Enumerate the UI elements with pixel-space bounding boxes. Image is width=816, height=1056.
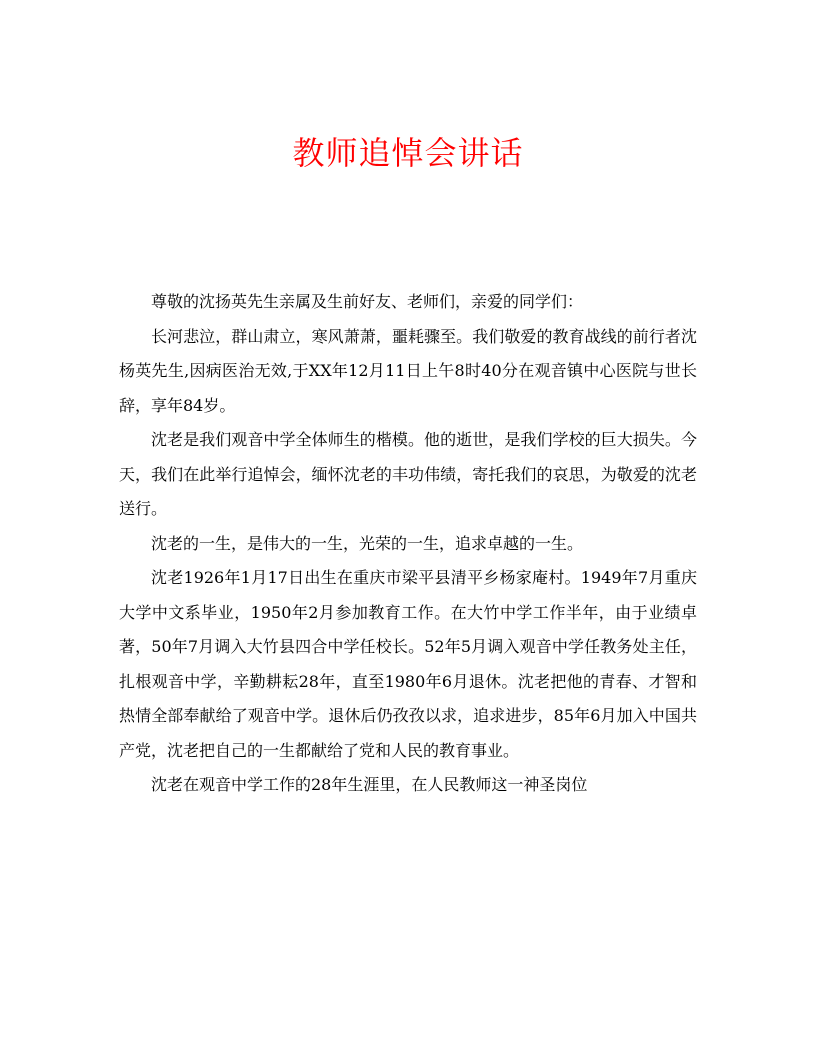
body-paragraph: 长河悲泣，群山肃立，寒风萧萧，噩耗骤至。我们敬爱的教育战线的前行者沈杨英先生,因病医治无效,于XX年12月11日上午8时40分在观音镇中心医院与世长辞，享年84岁。 (119, 326, 697, 415)
body-paragraph: 沈老在观音中学工作的28年生涯里，在人民教师这一神圣岗位 (151, 775, 588, 794)
salutation-paragraph: 尊敬的沈扬英先生亲属及生前好友、老师们，亲爱的同学们： (151, 292, 584, 311)
body-paragraph: 沈老是我们观音中学全体师生的楷模。他的逝世，是我们学校的巨大损失。今天，我们在此举行追悼会，缅怀沈老的丰功伟绩，寄托我们的哀思，为敬爱的沈老送行。 (119, 430, 697, 518)
document-title: 教师追悼会讲话 (292, 134, 524, 173)
body-paragraph: 沈老1926年1月17日出生在重庆市梁平县清平乡杨家庵村。1949年7月重庆大学中文系毕业，1950年2月参加教育工作。在大竹中学工作半年，由于业绩卓著，50年7月调入大竹县四合中学任校长。52年5月调入观音中学任教务处主任，扎根观音中学，辛勤耕耘28年，直至1980年6月退休。沈老把他的青春、才智和热情全部奉献给了观音中学。退休后仍孜孜以求，追求进步，85年6月加入中国共产党，沈老把自己的一生都献给了党和人民的教育事业。 (119, 568, 697, 760)
document-body (119, 285, 697, 803)
body-paragraph: 沈老的一生，是伟大的一生，光荣的一生，追求卓越的一生。 (151, 533, 584, 553)
